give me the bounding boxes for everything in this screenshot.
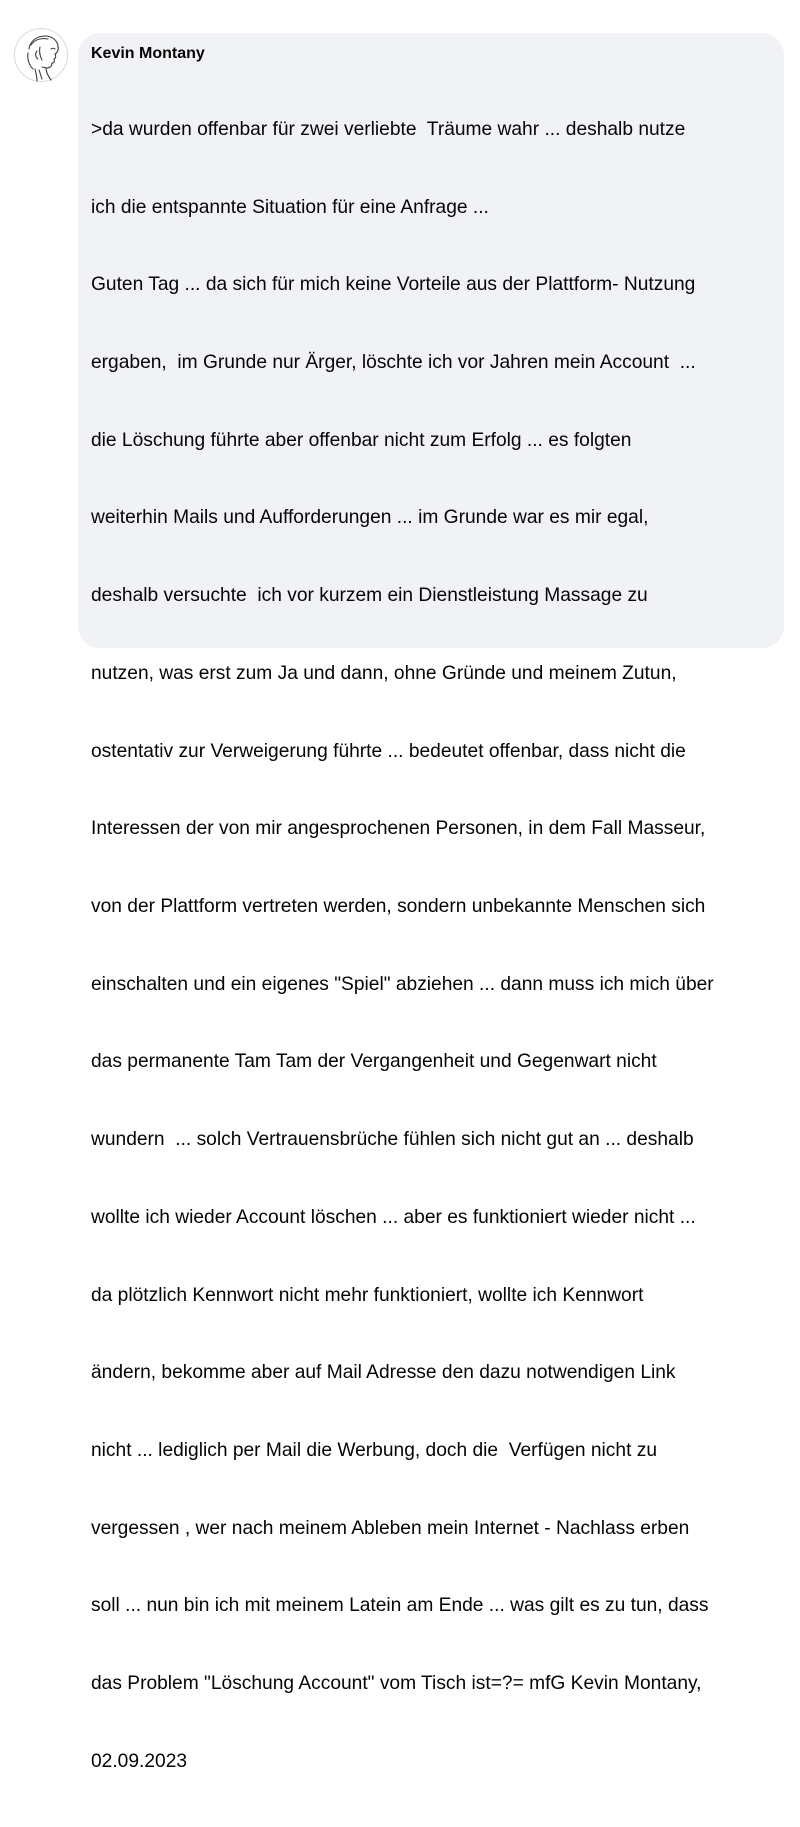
- comment-line: weiterhin Mails und Aufforderungen ... im Grunde war es mir egal,: [91, 507, 649, 529]
- comment-line: wollte ich wieder Account löschen ... aber es funktioniert wieder nicht ...: [91, 1206, 696, 1228]
- comment-date: 02.09.2023: [91, 1750, 188, 1772]
- comment-line: die Löschung führte aber offenbar nicht zum Erfolg ... es folgten: [91, 429, 632, 451]
- comment-line: das Problem "Löschung Account" vom Tisch ist=?= mfG Kevin Montany,: [91, 1673, 702, 1695]
- comment-line: da plötzlich Kennwort nicht mehr funktioniert, wollte ich Kennwort: [91, 1284, 644, 1306]
- comment-author[interactable]: Kevin Montany: [91, 45, 205, 62]
- comment-line: Guten Tag ... da sich für mich keine Vorteile aus der Plattform- Nutzung: [91, 274, 696, 296]
- comment-text: [91, 65, 772, 1827]
- comment-line: Interessen der von mir angesprochenen Personen, in dem Fall Masseur,: [91, 818, 706, 840]
- comment-line: nicht ... lediglich per Mail die Werbung, doch die Verfügen nicht zu: [91, 1440, 658, 1462]
- comment-line: deshalb versuchte ich vor kurzem ein Dienstleistung Massage zu: [91, 585, 648, 607]
- comment-line: soll ... nun bin ich mit meinem Latein am Ende ... was gilt es zu tun, dass: [91, 1595, 709, 1617]
- comment-line: >da wurden offenbar für zwei verliebte Träume wahr ... deshalb nutze: [91, 118, 686, 140]
- comment-line: ich die entspannte Situation für eine Anfrage ...: [91, 196, 489, 218]
- comment-line: von der Plattform vertreten werden, sondern unbekannte Menschen sich: [91, 896, 706, 917]
- comment-line: vergessen , wer nach meinem Ableben mein Internet - Nachlass erben: [91, 1517, 690, 1539]
- comment-line: einschalten und ein eigenes "Spiel" abziehen ... dann muss ich mich über: [91, 973, 714, 995]
- comment-line: nutzen, was erst zum Ja und dann, ohne Gründe und meinem Zutun,: [91, 662, 677, 684]
- comment-line: ergaben, im Grunde nur Ärger, löschte ich vor Jahren mein Account ...: [91, 351, 696, 373]
- comment-line: ändern, bekomme aber auf Mail Adresse den dazu notwendigen Link: [91, 1362, 676, 1384]
- comment-line: das permanente Tam Tam der Vergangenheit und Gegenwart nicht: [91, 1051, 657, 1073]
- comment-line: wundern ... solch Vertrauensbrüche fühlen sich nicht gut an ... deshalb: [91, 1129, 694, 1151]
- comment-bubble: [78, 33, 784, 1772]
- comment-line: ostentativ zur Verweigerung führte ... bedeutet offenbar, dass nicht die: [91, 740, 686, 762]
- sketch-portrait-icon: [15, 29, 69, 83]
- avatar[interactable]: [14, 28, 68, 82]
